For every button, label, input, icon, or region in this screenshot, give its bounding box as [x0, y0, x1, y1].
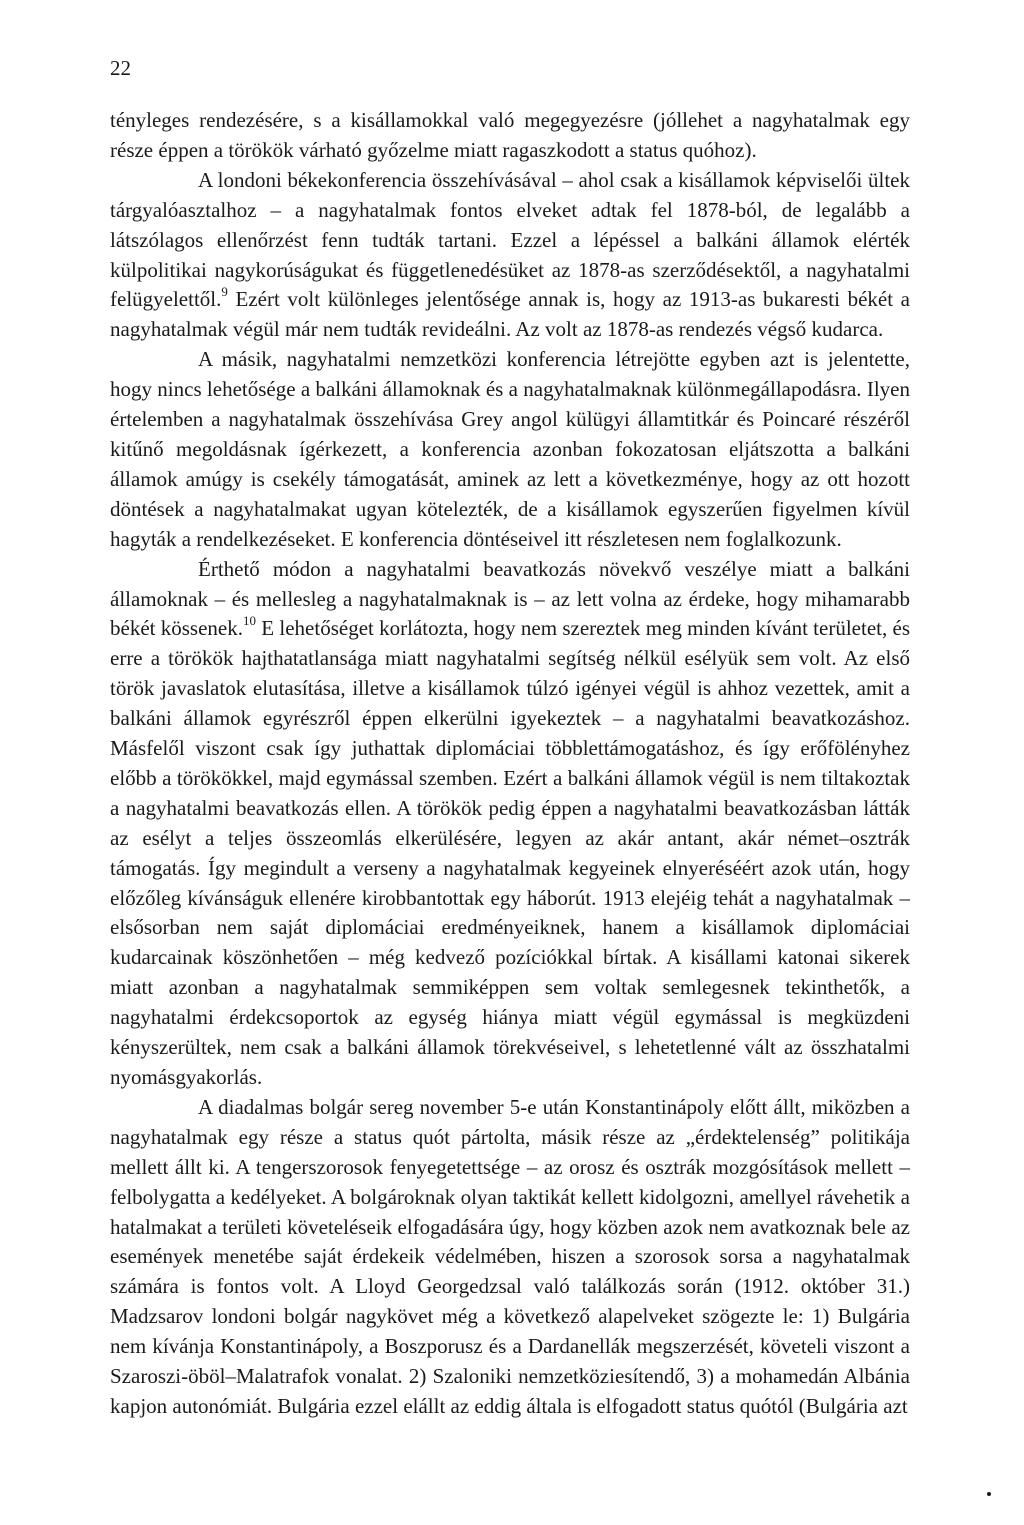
- text-run: A másik, nagyhatalmi nemzetközi konferencia létrejötte egyben azt is jelentette, hogy nincs lehetősége a balkáni államoknak és a nagyhatalmaknak különmegállapodásra. Ilyen értelemben a nagyhatalmak összehívása Grey angol külügyi államtitkár és Poincaré részéről kitűnő megoldásnak ígérkezett, a konferencia azonban fokozatosan eljátszotta a balkáni államok amúgy is csekély támogatását, aminek az lett a következménye, hogy az ott hozott döntések a nagyhatalmakat ugyan kötelezték, de a kisállamok egyszerűen figyelmen kívül hagyták a rendelkezéseket. E konferencia döntéseivel itt részletesen nem foglalkozunk.: [110, 347, 910, 551]
- body-text: [110, 106, 910, 1422]
- text-run: A londoni békekonferencia összehívásával – ahol csak a kisállamok képviselői ültek tárgyalóasztalhoz – a nagyhatalmak fontos elveket adtak fel 1878-ból, de legalább a látszólagos ellenőrzést fenn tudták tartani. Ezzel a lépéssel a balkáni államok elérték külpolitikai nagykorúságukat és függetlenedésüket az 1878-as szerződésektől, a nagyhatalmi felügyelettől.: [110, 167, 910, 312]
- footnote-ref: 9: [221, 284, 228, 300]
- paragraph: [110, 1093, 910, 1422]
- text-run: tényleges rendezésére, s a kisállamokkal való megegyezésre (jóllehet a nagyhatalmak egy része éppen a törökök várható győzelme miatt ragaszkodott a status quóhoz).: [110, 108, 910, 162]
- text-run: E lehetőséget korlátozta, hogy nem szereztek meg minden kívánt területet, és erre a törökök hajthatatlansága miatt nagyhatalmi segítség nélkül esélyük sem volt. Az első török javaslatok elutasítása, illetve a kisállamok túlzó igényei végül is ahhoz vezettek, amit a balkáni államok egyrészről éppen elkerülni igyekeztek – a nagyhatalmi beavatkozáshoz. Másfelől viszont csak így juthattak diplomáciai többlettámogatáshoz, és így erőfölényhez előbb a törökökkel, majd egymással szemben. Ezért a balkáni államok végül is nem tiltakoztak a nagyhatalmi beavatkozás ellen. A törökök pedig éppen a nagyhatalmi beavatkozásban látták az esélyt a teljes összeomlás elkerülésére, legyen az akár antant, akár német–osztrák támogatás. Így megindult a verseny a nagyhatalmak kegyeinek elnyeréséért azok után, hogy előzőleg kívánságuk ellenére kirobbantottak egy háborút. 1913 elejéig tehát a nagyhatalmak – elsősorban nem saját diplomáciai eredményeiknek, hanem a kisállamok diplomáciai kudarcainak köszönhetően – még kedvező pozíciókkal bírtak. A kisállami katonai sikerek miatt azonban a nagyhatalmak semmiképpen sem voltak semlegesnek tekinthetők, a nagyhatalmi érdekcsoportok az egység hiánya miatt végül egymással is megküzdeni kényszerültek, nem csak a balkáni államok törekvéseivel, s lehetetlenné vált az összhatalmi nyomásgyakorlás.: [110, 616, 910, 1089]
- paragraph: [110, 555, 910, 1093]
- paragraph: [110, 166, 910, 345]
- paragraph: [110, 345, 910, 554]
- stray-dot-mark: [987, 1492, 991, 1496]
- text-run: Érthető módon a nagyhatalmi beavatkozás növekvő veszélye miatt a balkáni államoknak – és mellesleg a nagyhatalmaknak is – az lett volna az érdeke, hogy mihamarabb békét kössenek.: [110, 556, 910, 641]
- text-run: Ezért volt különleges jelentősége annak is, hogy az 1913-as bukaresti békét a nagyhatalmak végül már nem tudták revideálni. Az volt az 1878-as rendezés végső kudarca.: [110, 287, 910, 342]
- page-number: 22: [110, 56, 131, 80]
- text-run: A diadalmas bolgár sereg november 5-e után Konstantinápoly előtt állt, miközben a nagyhatalmak egy része a status quót pártolta, másik része az „érdektelenség” politikája mellett állt ki. A tengerszorosok fenyegetettsége – az orosz és osztrák mozgósítások mellett – felbolygatta a kedélyeket. A bolgároknak olyan taktikát kellett kidolgozni, amellyel rávehetik a hatalmakat a területi követeléseik elfogadására úgy, hogy közben azok nem avatkoznak bele az események menetébe saját érdekeik védelmében, hiszen a szorosok sorsa a nagyhatalmak számára is fontos volt. A Lloyd Georgedzsal való találkozás során (1912. október 31.) Madzsarov londoni bolgár nagykövet még a következő alapelveket szögezte le: 1) Bulgária nem kívánja Konstantinápoly, a Boszporusz és a Dardanellák megszerzését, követeli viszont a Szaroszi-öböl–Malatrafok vonalat. 2) Szaloniki nemzetköziesítendő, 3) a mohamedán Albánia kapjon autonómiát. Bulgária ezzel elállt az eddig általa is elfogadott status quótól (Bulgária azt: [110, 1094, 910, 1418]
- footnote-ref: 10: [243, 613, 256, 629]
- paragraph: [110, 106, 910, 166]
